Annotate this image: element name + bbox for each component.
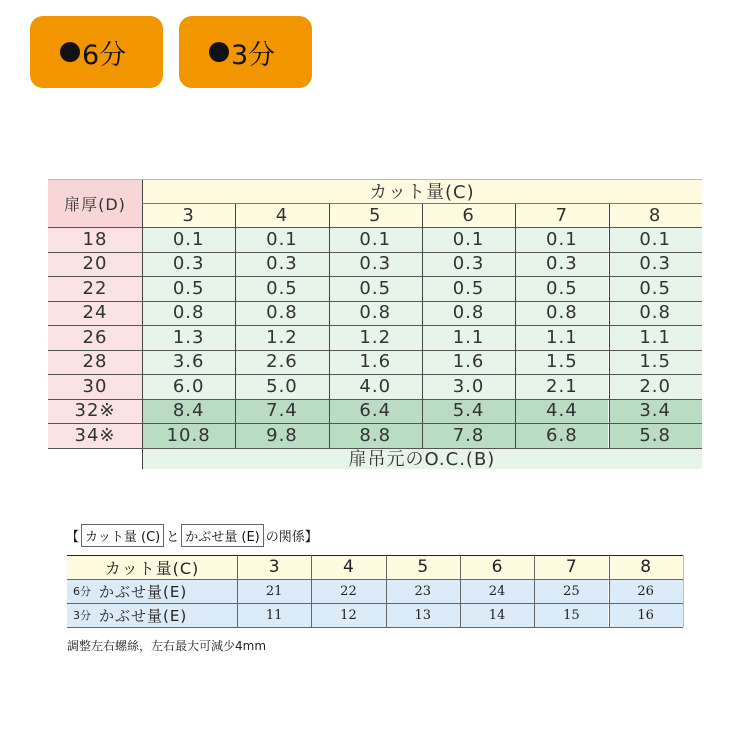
value-cell: 0.3 bbox=[329, 252, 422, 277]
value-cell: 0.3 bbox=[235, 252, 328, 277]
relation-row-prefix: 3分 bbox=[73, 609, 91, 622]
relation-column-header: 7 bbox=[534, 555, 608, 579]
value-cell: 1.1 bbox=[609, 325, 702, 350]
row-thickness: 22 bbox=[48, 276, 142, 301]
value-cell: 0.8 bbox=[515, 301, 608, 326]
value-cell: 1.5 bbox=[515, 350, 608, 375]
relation-vline bbox=[534, 555, 535, 627]
relation-hline bbox=[67, 627, 683, 628]
value-cell: 4.0 bbox=[329, 374, 422, 399]
value-cell: 0.8 bbox=[235, 301, 328, 326]
grid-hline bbox=[48, 276, 702, 277]
row-header-blank bbox=[48, 448, 142, 469]
value-cell: 0.5 bbox=[515, 276, 608, 301]
value-cell: 8.8 bbox=[329, 423, 422, 448]
value-cell: 3.6 bbox=[142, 350, 235, 375]
column-header: 8 bbox=[609, 203, 702, 227]
relation-column-header: 3 bbox=[237, 555, 311, 579]
value-cell: 9.8 bbox=[235, 423, 328, 448]
value-cell: 0.1 bbox=[235, 227, 328, 252]
relation-vline bbox=[609, 555, 610, 627]
row-thickness: 28 bbox=[48, 350, 142, 375]
column-header: 3 bbox=[142, 203, 235, 227]
grid-hline bbox=[48, 301, 702, 302]
value-cell: 0.3 bbox=[609, 252, 702, 277]
value-cell: 0.3 bbox=[515, 252, 608, 277]
row-header-door-thickness: 扉厚(D) bbox=[48, 179, 142, 227]
relation-row-label bbox=[67, 603, 237, 627]
relation-title bbox=[66, 524, 318, 547]
value-cell: 0.5 bbox=[235, 276, 328, 301]
title-connector: と bbox=[166, 530, 180, 545]
column-header: 6 bbox=[422, 203, 515, 227]
bullet-icon bbox=[209, 42, 229, 62]
title-bracket-open: 【 bbox=[66, 530, 80, 545]
title-box-cut: カット量 (C) bbox=[81, 524, 164, 547]
relation-column-header: 5 bbox=[386, 555, 460, 579]
value-cell: 7.4 bbox=[235, 399, 328, 424]
value-cell: 3.0 bbox=[422, 374, 515, 399]
grid-hline bbox=[48, 350, 702, 351]
relation-value-cell: 14 bbox=[460, 603, 534, 627]
value-cell: 1.2 bbox=[329, 325, 422, 350]
value-cell: 2.1 bbox=[515, 374, 608, 399]
value-cell: 6.0 bbox=[142, 374, 235, 399]
grid-hline bbox=[142, 203, 702, 204]
grid-hline bbox=[48, 325, 702, 326]
tab-6bu[interactable] bbox=[30, 16, 163, 88]
value-cell: 1.6 bbox=[329, 350, 422, 375]
relation-row-name: かぶせ量(E) bbox=[99, 606, 188, 625]
value-cell: 1.2 bbox=[235, 325, 328, 350]
relation-vline bbox=[386, 555, 387, 627]
value-cell: 0.5 bbox=[142, 276, 235, 301]
tab-3bu[interactable] bbox=[179, 16, 312, 88]
value-cell: 0.3 bbox=[422, 252, 515, 277]
column-group-header: カット量(C) bbox=[142, 179, 702, 203]
value-cell: 1.1 bbox=[515, 325, 608, 350]
grid-hline bbox=[48, 399, 702, 400]
relation-vline bbox=[311, 555, 312, 627]
value-cell: 7.8 bbox=[422, 423, 515, 448]
adjustment-note: 調整左右螺絲，左右最大可減少4mm bbox=[67, 639, 267, 653]
value-cell: 0.5 bbox=[609, 276, 702, 301]
value-cell: 0.5 bbox=[329, 276, 422, 301]
relation-hline bbox=[67, 555, 683, 556]
relation-header-label: カット量(C) bbox=[67, 555, 237, 579]
relation-vline bbox=[237, 555, 238, 627]
grid-vline bbox=[142, 179, 143, 469]
value-cell: 8.4 bbox=[142, 399, 235, 424]
value-cell: 10.8 bbox=[142, 423, 235, 448]
title-box-overlay: かぶせ量 (E) bbox=[181, 524, 264, 547]
value-cell: 5.4 bbox=[422, 399, 515, 424]
value-cell: 5.0 bbox=[235, 374, 328, 399]
grid-hline bbox=[48, 374, 702, 375]
bullet-icon bbox=[60, 42, 80, 62]
row-thickness: 26 bbox=[48, 325, 142, 350]
column-header: 7 bbox=[515, 203, 608, 227]
value-cell: 0.1 bbox=[422, 227, 515, 252]
relation-hline bbox=[67, 603, 683, 604]
value-cell: 3.4 bbox=[609, 399, 702, 424]
relation-value-cell: 26 bbox=[609, 579, 683, 603]
relation-value-cell: 11 bbox=[237, 603, 311, 627]
value-cell: 0.1 bbox=[515, 227, 608, 252]
relation-value-cell: 12 bbox=[311, 603, 385, 627]
grid-hline bbox=[48, 252, 702, 253]
row-thickness: 30 bbox=[48, 374, 142, 399]
value-cell: 0.8 bbox=[142, 301, 235, 326]
relation-value-cell: 16 bbox=[609, 603, 683, 627]
row-thickness: 20 bbox=[48, 252, 142, 277]
value-cell: 4.4 bbox=[515, 399, 608, 424]
relation-value-cell: 15 bbox=[534, 603, 608, 627]
value-cell: 1.3 bbox=[142, 325, 235, 350]
relation-value-cell: 21 bbox=[237, 579, 311, 603]
row-thickness: 18 bbox=[48, 227, 142, 252]
relation-value-cell: 22 bbox=[311, 579, 385, 603]
value-cell: 0.3 bbox=[142, 252, 235, 277]
relation-row-prefix: 6分 bbox=[73, 585, 91, 598]
relation-value-cell: 24 bbox=[460, 579, 534, 603]
value-cell: 0.1 bbox=[329, 227, 422, 252]
row-thickness: 24 bbox=[48, 301, 142, 326]
value-cell: 0.5 bbox=[422, 276, 515, 301]
row-thickness: 32※ bbox=[48, 399, 142, 424]
relation-row-label bbox=[67, 579, 237, 603]
value-cell: 6.8 bbox=[515, 423, 608, 448]
column-header: 4 bbox=[235, 203, 328, 227]
relation-vline bbox=[683, 555, 684, 627]
relation-column-header: 6 bbox=[460, 555, 534, 579]
tab-label: 3分 bbox=[231, 39, 276, 71]
title-bracket-close: の関係】 bbox=[265, 530, 318, 545]
relation-column-header: 4 bbox=[311, 555, 385, 579]
relation-column-header: 8 bbox=[609, 555, 683, 579]
value-cell: 0.8 bbox=[422, 301, 515, 326]
value-cell: 1.1 bbox=[422, 325, 515, 350]
value-cell: 0.1 bbox=[142, 227, 235, 252]
relation-value-cell: 23 bbox=[386, 579, 460, 603]
footer-oc: 扉吊元のO.C.(B) bbox=[142, 448, 702, 469]
value-cell: 5.8 bbox=[609, 423, 702, 448]
grid-hline bbox=[48, 227, 702, 228]
relation-vline bbox=[460, 555, 461, 627]
grid-hline bbox=[48, 423, 702, 424]
tab-label: 6分 bbox=[82, 39, 127, 71]
relation-value-cell: 13 bbox=[386, 603, 460, 627]
cut-amount-table bbox=[48, 179, 702, 477]
row-thickness: 34※ bbox=[48, 423, 142, 448]
value-cell: 1.5 bbox=[609, 350, 702, 375]
column-header: 5 bbox=[329, 203, 422, 227]
value-cell: 2.6 bbox=[235, 350, 328, 375]
relation-row-name: かぶせ量(E) bbox=[99, 582, 188, 601]
value-cell: 0.8 bbox=[609, 301, 702, 326]
relation-table bbox=[67, 555, 683, 628]
value-cell: 1.6 bbox=[422, 350, 515, 375]
value-cell: 0.1 bbox=[609, 227, 702, 252]
value-cell: 2.0 bbox=[609, 374, 702, 399]
grid-hline-top bbox=[48, 179, 702, 180]
value-cell: 6.4 bbox=[329, 399, 422, 424]
value-cell: 0.8 bbox=[329, 301, 422, 326]
relation-hline bbox=[67, 579, 683, 580]
relation-value-cell: 25 bbox=[534, 579, 608, 603]
grid-hline bbox=[48, 448, 702, 449]
